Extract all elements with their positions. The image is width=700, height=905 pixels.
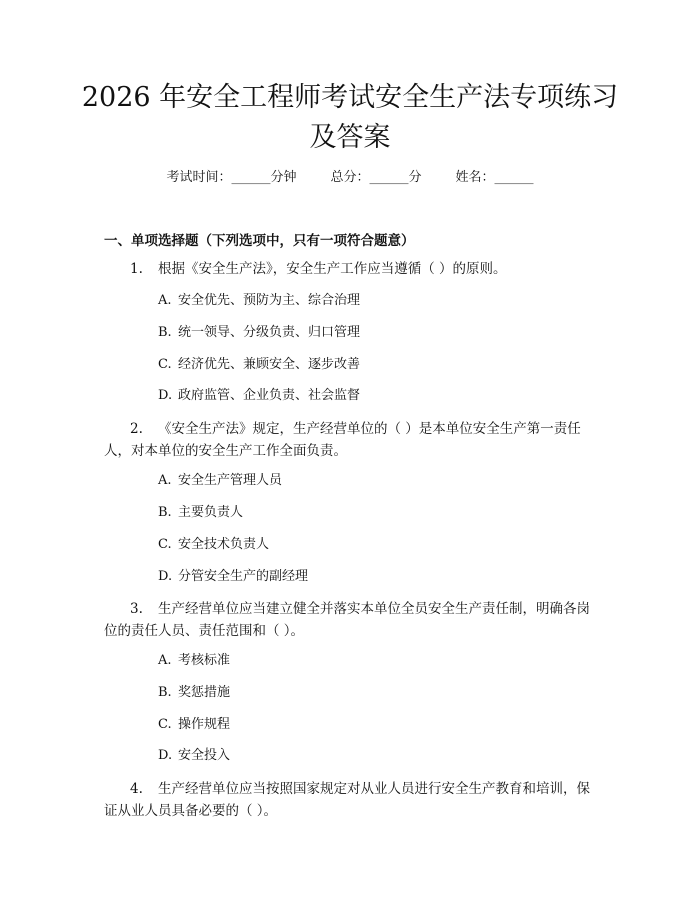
exam-meta bbox=[0, 168, 700, 188]
option-3b bbox=[158, 683, 230, 703]
question-1 bbox=[104, 258, 600, 280]
option-text: 经济优先、兼顾安全、逐步改善 bbox=[178, 357, 361, 372]
question-number: 1. bbox=[130, 261, 143, 277]
name-label: 姓名：______ bbox=[455, 170, 534, 185]
option-text: 分管安全生产的副经理 bbox=[178, 569, 309, 584]
option-letter: B. bbox=[158, 685, 172, 700]
question-text-continued: 位的责任人员、责任范围和（ ）。 bbox=[104, 623, 305, 639]
title-line-2: 及答案 bbox=[309, 122, 391, 153]
title-line-1: 2026 年安全工程师考试安全生产法专项练习 bbox=[81, 82, 619, 113]
option-letter: B. bbox=[158, 505, 172, 520]
question-3 bbox=[104, 598, 600, 642]
option-2b bbox=[158, 503, 243, 523]
option-letter: A. bbox=[158, 473, 172, 488]
question-text: 生产经营单位应当按照国家规定对从业人员进行安全生产教育和培训，保 bbox=[158, 781, 590, 797]
option-1b bbox=[158, 323, 360, 343]
option-1c bbox=[158, 355, 360, 375]
question-number: 2. bbox=[130, 421, 143, 437]
option-text: 安全技术负责人 bbox=[178, 537, 270, 552]
option-text: 政府监管、企业负责、社会监督 bbox=[178, 388, 361, 403]
option-1a bbox=[158, 291, 360, 311]
exam-time-label: 考试时间：______分钟 bbox=[166, 170, 297, 185]
option-3d bbox=[158, 746, 230, 766]
option-text: 考核标准 bbox=[178, 653, 231, 668]
option-2d bbox=[158, 567, 308, 587]
option-letter: D. bbox=[158, 388, 173, 403]
option-letter: C. bbox=[158, 717, 172, 732]
question-number: 4. bbox=[130, 781, 143, 797]
option-letter: C. bbox=[158, 537, 172, 552]
question-2 bbox=[104, 418, 600, 462]
option-2c bbox=[158, 535, 269, 555]
option-letter: A. bbox=[158, 653, 172, 668]
option-text: 主要负责人 bbox=[178, 505, 244, 520]
option-2a bbox=[158, 471, 282, 491]
option-text: 安全投入 bbox=[178, 748, 231, 763]
section-heading: 一、单项选择题（下列选项中，只有一项符合题意） bbox=[104, 233, 415, 249]
option-text: 安全生产管理人员 bbox=[178, 473, 283, 488]
question-text: 根据《安全生产法》，安全生产工作应当遵循（ ）的原则。 bbox=[158, 261, 507, 277]
option-letter: C. bbox=[158, 357, 172, 372]
question-text: 《安全生产法》规定，生产经营单位的（ ）是本单位安全生产第一责任 bbox=[158, 421, 581, 437]
document-title bbox=[60, 78, 640, 158]
option-letter: A. bbox=[158, 293, 172, 308]
option-3c bbox=[158, 715, 230, 735]
total-score-label: 总分：______分 bbox=[330, 170, 422, 185]
question-text-continued: 人，对本单位的安全生产工作全面负责。 bbox=[104, 443, 347, 459]
option-3a bbox=[158, 651, 230, 671]
option-text: 操作规程 bbox=[178, 717, 231, 732]
question-text-continued: 证从业人员具备必要的（ ）。 bbox=[104, 803, 278, 819]
option-text: 安全优先、预防为主、综合治理 bbox=[178, 293, 361, 308]
option-letter: D. bbox=[158, 748, 173, 763]
option-text: 统一领导、分级负责、归口管理 bbox=[178, 325, 361, 340]
question-text: 生产经营单位应当建立健全并落实本单位全员安全生产责任制，明确各岗 bbox=[158, 601, 590, 617]
question-number: 3. bbox=[130, 601, 143, 617]
option-letter: D. bbox=[158, 569, 173, 584]
option-1d bbox=[158, 386, 360, 406]
question-4 bbox=[104, 778, 600, 822]
option-letter: B. bbox=[158, 325, 172, 340]
option-text: 奖惩措施 bbox=[178, 685, 231, 700]
